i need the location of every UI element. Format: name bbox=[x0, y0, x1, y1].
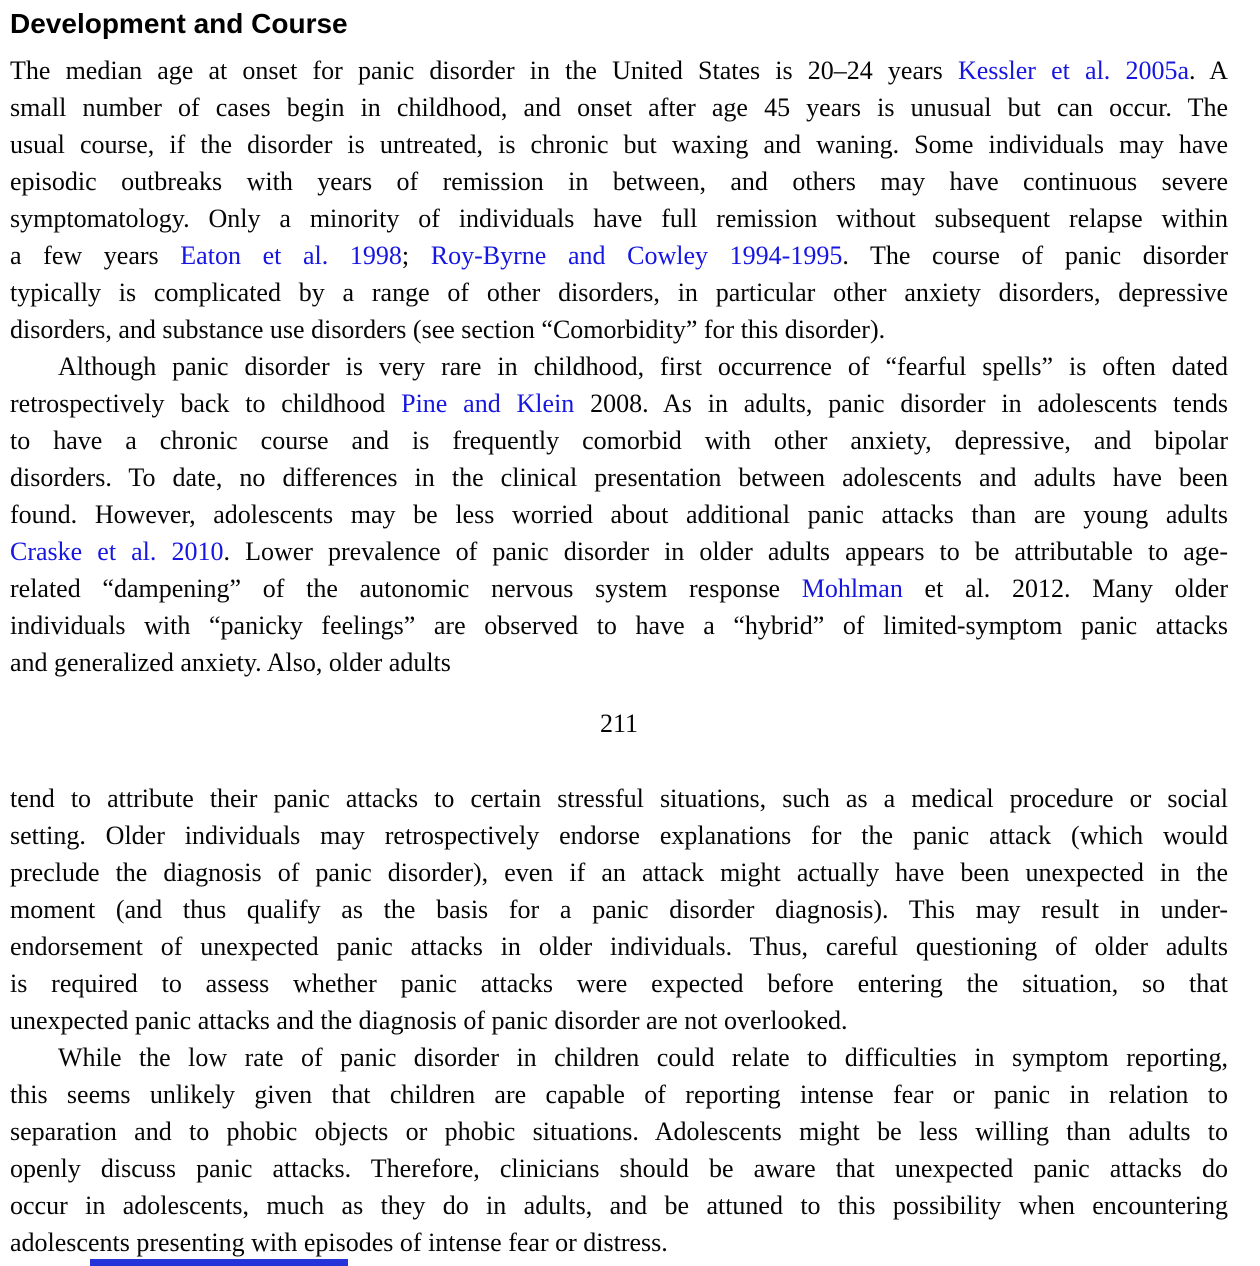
text-segment: setting. Older individuals may retrospectively endorse explanations for the panic attack (which would bbox=[10, 821, 1228, 850]
text-line bbox=[10, 200, 1228, 237]
paragraph-2 bbox=[10, 348, 1228, 681]
text-line bbox=[10, 422, 1228, 459]
text-segment: disorders. To date, no differences in the clinical presentation between adolescents and adults have been bbox=[10, 463, 1228, 492]
text-line bbox=[10, 126, 1228, 163]
citation-link-kessler-2005a[interactable]: Kessler et al. 2005a bbox=[957, 56, 1189, 85]
text-segment: While the low rate of panic disorder in children could relate to difficulties in symptom reporting, bbox=[58, 1043, 1228, 1072]
text-line bbox=[10, 644, 1228, 681]
citation-link-craske-2010[interactable]: Craske et al. 2010 bbox=[10, 537, 224, 566]
text-line bbox=[10, 1113, 1228, 1150]
text-line bbox=[10, 1150, 1228, 1187]
text-segment: to have a chronic course and is frequently comorbid with other anxiety, depressive, and bipolar bbox=[10, 426, 1228, 455]
text-line bbox=[10, 348, 1228, 385]
text-segment: preclude the diagnosis of panic disorder), even if an attack might actually have been unexpected in the bbox=[10, 858, 1228, 887]
text-line bbox=[10, 163, 1228, 200]
text-line bbox=[10, 1187, 1228, 1224]
text-line bbox=[10, 607, 1228, 644]
text-line bbox=[10, 1039, 1228, 1076]
text-segment: . The course of panic disorder bbox=[842, 241, 1228, 270]
text-line bbox=[10, 533, 1228, 570]
citation-link-roy-byrne-cowley[interactable]: Roy-Byrne and Cowley 1994-1995 bbox=[430, 241, 843, 270]
text-line bbox=[10, 237, 1228, 274]
text-segment: 2008. As in adults, panic disorder in adolescents tends bbox=[574, 389, 1228, 418]
text-line bbox=[10, 854, 1228, 891]
paragraph-4 bbox=[10, 1039, 1228, 1261]
text-segment: related “dampening” of the autonomic nervous system response bbox=[10, 574, 802, 603]
text-line bbox=[10, 1076, 1228, 1113]
page-number: 211 bbox=[599, 709, 639, 738]
section-heading: Development and Course bbox=[10, 8, 348, 39]
text-segment: Although panic disorder is very rare in childhood, first occurrence of “fearful spells” is often dated bbox=[58, 352, 1228, 381]
text-segment: unexpected panic attacks and the diagnosis of panic disorder are not overlooked. bbox=[10, 1006, 848, 1035]
text-segment: retrospectively back to childhood bbox=[10, 389, 402, 418]
text-line bbox=[10, 89, 1228, 126]
text-segment: adolescents presenting with episodes of intense fear or distress. bbox=[10, 1228, 668, 1257]
text-line bbox=[10, 817, 1228, 854]
text-segment: . A bbox=[1189, 56, 1229, 85]
text-segment: The median age at onset for panic disorder in the United States is 20–24 years bbox=[10, 56, 958, 85]
text-segment: occur in adolescents, much as they do in adults, and be attuned to this possibility when encountering bbox=[10, 1191, 1228, 1220]
text-segment: tend to attribute their panic attacks to certain stressful situations, such as a medical procedure or social bbox=[10, 784, 1228, 813]
text-line bbox=[10, 1224, 1228, 1261]
text-segment: ; bbox=[401, 241, 431, 270]
text-line bbox=[10, 52, 1228, 89]
text-segment: disorders, and substance use disorders (see section “Comorbidity” for this disorder). bbox=[10, 315, 886, 344]
text-line bbox=[10, 496, 1228, 533]
text-segment: a few years bbox=[10, 241, 181, 270]
text-segment: et al. 2012. Many older bbox=[902, 574, 1228, 603]
citation-link-pine-klein[interactable]: Pine and Klein bbox=[401, 389, 575, 418]
text-segment: found. However, adolescents may be less worried about additional panic attacks than are young adults bbox=[10, 500, 1228, 529]
text-segment: openly discuss panic attacks. Therefore, clinicians should be aware that unexpected panic attacks do bbox=[10, 1154, 1228, 1183]
text-line bbox=[10, 780, 1228, 817]
text-segment: individuals with “panicky feelings” are observed to have a “hybrid” of limited-symptom panic attacks bbox=[10, 611, 1228, 640]
text-line bbox=[10, 570, 1228, 607]
text-segment: endorsement of unexpected panic attacks in older individuals. Thus, careful questioning of older adults bbox=[10, 932, 1228, 961]
paragraph-1 bbox=[10, 52, 1228, 348]
text-segment: symptomatology. Only a minority of individuals have full remission without subsequent relapse within bbox=[10, 204, 1228, 233]
text-line bbox=[10, 311, 1228, 348]
text-segment: typically is complicated by a range of other disorders, in particular other anxiety disorders, depressive bbox=[10, 278, 1228, 307]
text-segment: usual course, if the disorder is untreated, is chronic but waxing and waning. Some individuals may have bbox=[10, 130, 1228, 159]
text-line bbox=[10, 965, 1228, 1002]
text-line bbox=[10, 274, 1228, 311]
text-segment: separation and to phobic objects or phobic situations. Adolescents might be less willing than adults to bbox=[10, 1117, 1228, 1146]
text-segment: episodic outbreaks with years of remission in between, and others may have continuous severe bbox=[10, 167, 1228, 196]
citation-link-mohlman[interactable]: Mohlman bbox=[801, 574, 903, 603]
paragraph-3 bbox=[10, 780, 1228, 1039]
text-segment: is required to assess whether panic attacks were expected before entering the situation, so that bbox=[10, 969, 1228, 998]
text-line bbox=[10, 891, 1228, 928]
partially-visible-element-bar[interactable] bbox=[90, 1259, 348, 1266]
citation-link-eaton-1998[interactable]: Eaton et al. 1998 bbox=[180, 241, 402, 270]
text-segment: this seems unlikely given that children are capable of reporting intense fear or panic in relation to bbox=[10, 1080, 1228, 1109]
text-line bbox=[10, 459, 1228, 496]
text-segment: . Lower prevalence of panic disorder in older adults appears to be attributable to age- bbox=[223, 537, 1228, 566]
text-segment: small number of cases begin in childhood, and onset after age 45 years is unusual but can occur. The bbox=[10, 93, 1228, 122]
text-segment: moment (and thus qualify as the basis for a panic disorder diagnosis). This may result in under- bbox=[10, 895, 1228, 924]
text-line bbox=[10, 385, 1228, 422]
text-line bbox=[10, 1002, 1228, 1039]
text-line bbox=[10, 928, 1228, 965]
text-segment: and generalized anxiety. Also, older adults bbox=[10, 648, 451, 677]
